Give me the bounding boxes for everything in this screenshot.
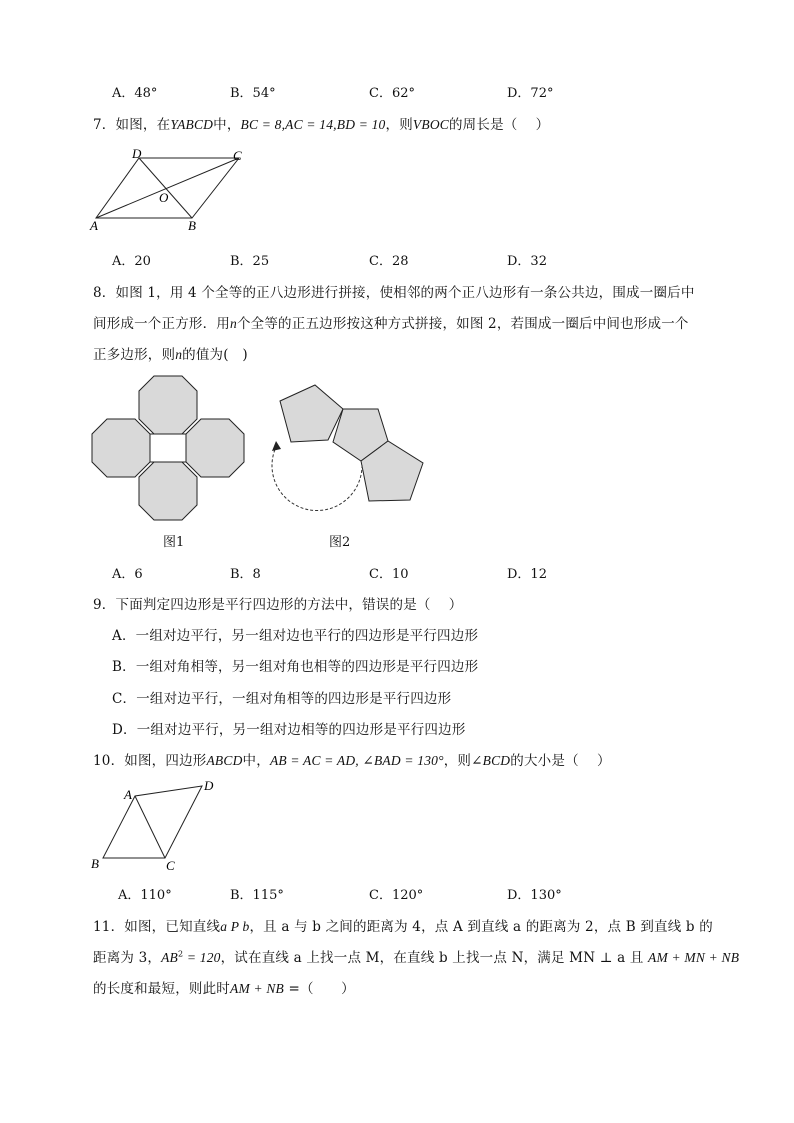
q10-option-a: A．110° [118,888,172,903]
q9-stem: 9．下面判定四边形是平行四边形的方法中，错误的是（ ） [93,597,463,613]
q8-option-b: B．8 [230,567,261,582]
q10-label-a: A [124,787,132,802]
q11-stem-line1: 11．如图，已知直线a P b，且 a 与 b 之间的距离为 4，点 A 到直线 a 的距离为 2，点 B 到直线 b 的 [93,919,713,935]
q8-stem-line3: 正多边形，则n的值为( ) [93,347,248,363]
q9-option-c: C．一组对边平行，一组对角相等的四边形是平行四边形 [112,691,452,707]
q8-figure1-caption: 图1 [163,535,185,550]
q10-option-d: D．130° [507,888,562,903]
q6-option-a: A．48° [112,86,158,101]
q6-option-d: D．72° [507,86,554,101]
q9-option-d: D．一组对边平行，另一组对边相等的四边形是平行四边形 [112,722,466,738]
q7-option-d: D．32 [507,254,547,269]
q7-label-o: O [159,190,169,205]
q7-option-a: A．20 [112,254,151,269]
q9-option-a: A．一组对边平行，另一组对边也平行的四边形是平行四边形 [112,628,479,644]
q7-option-b: B．25 [230,254,270,269]
q10-option-b: B．115° [230,888,284,903]
q10-stem: 10．如图，四边形ABCD中，AB = AC = AD, ∠BAD = 130°，则∠BCD的大小是（ ） [93,753,611,769]
q7-label-a: A [90,218,98,233]
q10-quadrilateral-figure [88,776,228,874]
q8-figure2-caption: 图2 [329,535,351,550]
q8-stem-line2: 间形成一个正方形．用n个全等的正五边形按这种方式拼接，如图 2，若围成一圈后中间也形成一个 [93,316,689,332]
q8-figure2-pentagons [262,375,432,530]
q8-option-a: A．6 [112,567,143,582]
q6-option-c: C．62° [369,86,415,101]
q7-parallelogram-figure [88,142,258,234]
q10-label-d: D [204,778,214,793]
q10-option-c: C．120° [369,888,424,903]
q8-stem-line1: 8．如图 1，用 4 个全等的正八边形进行拼接，使相邻的两个正八边形有一条公共边，围成一圈后中 [93,285,695,301]
q9-option-b: B．一组对角相等，另一组对角也相等的四边形是平行四边形 [112,659,479,675]
q11-stem-line3: 的长度和最短，则此时AM + NB =（ ） [93,981,355,997]
q7-stem: 7．如图，在YABCD中，BC = 8,AC = 14,BD = 10，则VBOC的周长是（ ） [93,117,550,133]
q7-label-d: D [132,146,142,161]
q7-label-c: C [233,148,242,163]
q7-label-b: B [188,218,196,233]
q10-label-c: C [166,858,175,873]
q8-figure1-octagons [88,372,248,528]
q8-option-d: D．12 [507,567,547,582]
q8-option-c: C．10 [369,567,409,582]
q11-stem-line2: 距离为 3，$AB^2 = 120$，试在直线 a 上找一点 M，在直线 b 上找一点 N，满足 MN ⊥ a 且 AM + MN + NB [93,949,740,966]
q7-option-c: C．28 [369,254,409,269]
q6-option-b: B．54° [230,86,276,101]
q10-label-b: B [91,856,99,871]
